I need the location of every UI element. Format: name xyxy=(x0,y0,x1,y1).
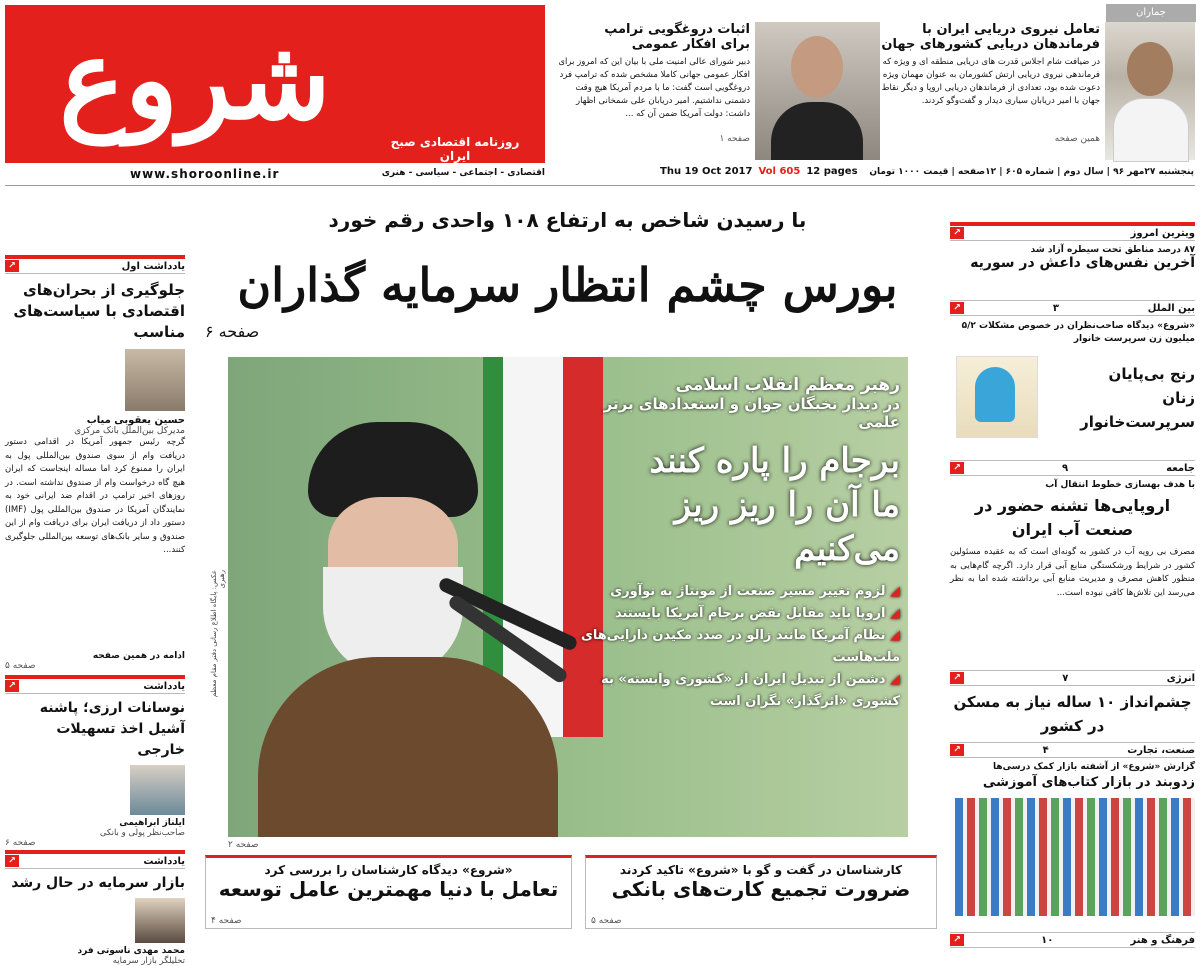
bookshelf-photo xyxy=(955,798,1195,916)
note2-page: صفحه ۶ xyxy=(5,838,36,848)
english-vol: Vol 605 xyxy=(758,166,801,177)
arrow-icon[interactable]: ↗ xyxy=(950,302,964,314)
main-title1: برجام را پاره کنند xyxy=(649,441,900,481)
vitrine-item[interactable] xyxy=(950,241,1195,300)
vitrine-section-bar xyxy=(950,300,1195,316)
top-story-navy-body: در ضیافت شام اجلاس قدرت های دریایی منطقه ای و ویژه که فرماندهی نیروی دریایی ارتش کشورمان به عنوان مهمان ویژه دعوت شده بود، تعدادی از فرماندهان دریایی اروپا و دیگر نقاط جهان با امیر دریابان سیاری دیدار و گفت‌وگو کردند. xyxy=(881,57,1100,106)
cartoon-woman-image xyxy=(956,356,1038,438)
vitrine-kicker: با هدف بهسازی خطوط انتقال آب xyxy=(1045,480,1195,490)
uniform-icon xyxy=(1113,98,1189,162)
bottom-left-kicker: «شروع» دیدگاه کارشناسان را بررسی کرد xyxy=(264,863,513,877)
note3-author: محمد مهدی ناسوتی فرد xyxy=(77,946,185,956)
main-bullet: ◢ لزوم تغییر مسیر صنعت از مونتاژ به نوآوری xyxy=(560,581,900,603)
editorial-title[interactable]: جلوگیری از بحران‌های اقتصادی با سیاست‌های مناسب xyxy=(13,281,185,341)
vitrine-section-bar xyxy=(950,460,1195,476)
bottom-right-page: صفحه ۵ xyxy=(591,916,622,926)
vitrine-page: ۳ xyxy=(1052,302,1059,314)
editorial-role: مدیرکل بین‌الملل بانک مرکزی xyxy=(74,426,185,436)
vitrine-title: چشم‌انداز ۱۰ ساله نیاز به مسکن در کشور xyxy=(953,693,1192,735)
main-bullet: ◢ نظام آمریکا مانند زالو در صدد مکیدن دارایی‌های ملت‌هاست xyxy=(560,625,900,669)
arrow-icon[interactable]: ↗ xyxy=(950,462,964,474)
main-bullet: ◢ دشمن از تبدیل ایران از «کشوری وابسته» به کشوری «اثرگذار» نگران است xyxy=(560,669,900,713)
top-story-navy-title1: تعامل نیروی دریایی ایران با xyxy=(922,22,1100,37)
masthead-logo-block xyxy=(5,5,545,163)
vitrine-kicker: «شروع» دیدگاه صاحب‌نظران در خصوص مشکلات ۵/۲ میلیون زن سرپرست خانوار xyxy=(961,321,1195,344)
vitrine-page: ۴ xyxy=(1042,744,1049,756)
english-pages: 12 pages xyxy=(806,166,858,177)
left-column xyxy=(5,255,185,966)
vitrine-section: صنعت، تجارت xyxy=(1127,744,1195,756)
photo-credit: عکس: پایگاه اطلاع رسانی دفتر مقام معظم رهبری xyxy=(210,570,226,698)
person-silhouette-icon xyxy=(1127,42,1173,96)
bottom-left-page: صفحه ۴ xyxy=(211,916,242,926)
vitrine-section-bar xyxy=(950,932,1195,948)
vitrine-section: انرژی xyxy=(1166,672,1195,684)
editorial-label: یادداشت اول xyxy=(121,260,185,272)
vitrine-section: فرهنگ و هنر xyxy=(1130,934,1195,946)
main-title2: ما آن را ریز ریز می‌کنیم xyxy=(674,485,900,569)
note3-label: یادداشت xyxy=(143,855,185,867)
vitrine-item[interactable] xyxy=(950,686,1195,742)
vitrine-kicker: گزارش «شروع» از آشفته بازار کمک درسی‌ها xyxy=(992,762,1195,772)
bottom-right-title: ضرورت تجمیع کارت‌های بانکی xyxy=(611,877,911,901)
top-story-trump-page: صفحه ۱ xyxy=(719,134,750,144)
vitrine-section: جامعه xyxy=(1166,462,1195,474)
headline-page: صفحه ۶ xyxy=(205,322,260,341)
top-story-trump[interactable] xyxy=(550,22,750,144)
photo-shamkhani xyxy=(755,22,880,160)
editorial-page: صفحه ۵ xyxy=(5,661,36,671)
arrow-icon[interactable]: ↗ xyxy=(5,260,19,272)
vitrine-section: بین الملل xyxy=(1147,302,1195,314)
editorial-author-photo xyxy=(125,349,185,411)
note3-role: تحلیلگر بازار سرمایه xyxy=(112,956,185,966)
main-story-text[interactable] xyxy=(560,375,900,713)
top-story-trump-title2: برای افکار عمومی xyxy=(631,37,750,52)
bottom-story-left[interactable] xyxy=(205,855,572,929)
arrow-icon[interactable]: ↗ xyxy=(5,680,19,692)
website-url[interactable]: www.shoroonline.ir xyxy=(130,167,280,181)
arrow-icon[interactable]: ↗ xyxy=(950,672,964,684)
watermark-logo: جماران xyxy=(1106,4,1196,22)
vitrine-item[interactable] xyxy=(950,316,1195,460)
main-kicker2: در دیدار نخبگان جوان و استعدادهای برتر علمی xyxy=(603,395,900,431)
vitrine-page: ۹ xyxy=(1062,462,1069,474)
vitrine-page: ۱۰ xyxy=(1041,934,1054,946)
bottom-right-kicker: کارشناسان در گفت و گو با «شروع» تاکید کردند xyxy=(619,863,903,877)
vitrine-page: ۷ xyxy=(1062,672,1069,684)
vitrine-title: آخرین نفس‌های داعش در سوریه xyxy=(970,255,1195,271)
vitrine-item[interactable] xyxy=(950,758,1195,932)
vitrine-title: رنج بی‌پایان زنان سرپرست‌خانوار xyxy=(1080,365,1195,431)
top-story-navy-page: همین صفحه xyxy=(1054,134,1100,144)
arrow-icon[interactable]: ↗ xyxy=(950,934,964,946)
person-silhouette-icon xyxy=(791,36,843,98)
main-bullet: ◢ اروپا باید مقابل نقض برجام آمریکا بایستند xyxy=(560,603,900,625)
bottom-story-right[interactable] xyxy=(585,855,937,929)
note2-author: ایلناز ابراهیمی xyxy=(119,818,185,828)
main-story-page: صفحه ۲ xyxy=(228,840,259,850)
right-column xyxy=(950,222,1195,946)
issue-info: پنجشنبه ۲۷مهر ۹۶ | سال دوم | شماره ۶۰۵ | ۱۲صفحه | قیمت ۱۰۰۰ تومان xyxy=(869,167,1194,177)
note2-label: یادداشت xyxy=(143,680,185,692)
editorial-header xyxy=(5,259,185,274)
bottom-left-title: تعامل با دنیا مهمترین عامل توسعه xyxy=(218,877,559,901)
cartoon-figure-icon xyxy=(975,367,1015,422)
arrow-icon[interactable]: ↗ xyxy=(950,744,964,756)
top-story-navy[interactable] xyxy=(880,22,1100,144)
masthead-subtitle: روزنامه اقتصادی صبح ایران xyxy=(390,135,520,163)
vitrine-item[interactable] xyxy=(950,476,1195,670)
headline-kicker: با رسیدن شاخص به ارتفاع ۱۰۸ واحدی رقم خورد xyxy=(328,208,807,232)
vitrine-section-bar xyxy=(950,670,1195,686)
top-story-trump-title1: اثبات دروغگویی ترامپ xyxy=(604,22,750,37)
section-list: اقتصادی - اجتماعی - سیاسی - هنری xyxy=(381,168,545,178)
note2-title[interactable]: نوسانات ارزی؛ پاشنه آشیل اخذ تسهیلات خارجی xyxy=(39,700,185,758)
photo-navy-commander xyxy=(1105,22,1195,160)
vitrine-title: زدوبند در بازار کتاب‌های آموزشی xyxy=(982,775,1195,790)
top-story-navy-title2: فرماندهان دریایی کشورهای جهان xyxy=(881,37,1100,52)
note3-title[interactable]: بازار سرمایه در حال رشد xyxy=(11,875,185,891)
arrow-icon[interactable]: ↗ xyxy=(5,855,19,867)
arrow-icon[interactable]: ↗ xyxy=(950,227,964,239)
masthead-divider xyxy=(5,185,1195,186)
vitrine-label: ویترین امروز xyxy=(1130,227,1195,239)
main-kicker1: رهبر معظم انقلاب اسلامی xyxy=(675,375,900,395)
masthead-logo: شروع xyxy=(59,15,331,144)
vitrine-title: اروپایی‌ها تشنه حضور در صنعت آب ایران xyxy=(974,496,1171,539)
editorial-continued[interactable]: ادامه در همین صفحه xyxy=(92,651,185,661)
vitrine-section-bar xyxy=(950,742,1195,758)
note2-role: صاحب‌نظر پولی و بانکی xyxy=(99,828,185,838)
headline-title[interactable]: بورس چشم انتظار سرمایه گذاران xyxy=(237,258,898,312)
editorial-author: حسین یعقوبی میاب xyxy=(86,415,185,426)
note2-author-photo xyxy=(130,765,185,815)
note3-author-photo xyxy=(135,898,185,943)
issue-info-english xyxy=(660,166,875,177)
english-date: Thu 19 Oct 2017 xyxy=(660,166,753,177)
vitrine-header xyxy=(950,226,1195,241)
note2-header xyxy=(5,679,185,694)
note3-header xyxy=(5,854,185,869)
vitrine-body: مصرف بی رویه آب در کشور به گونه‌ای است که به عقیده مسئولین کشور در شرایط ورشکستگی منابع آبی قرار دارد. اگرچه گام‌هایی به منظور کاهش مصرف و مدیریت منابع آبی برداشته شده اما به نظر می‌رسد این تلاش‌ها کافی نبوده است... xyxy=(950,547,1195,598)
leader-robe-icon xyxy=(258,657,558,837)
top-story-trump-body: دبیر شورای عالی امنیت ملی با بیان این که امروز برای افکار عمومی جهانی کاملا مشخص شده که ترامپ فرد دروغگویی است گفت: ما با مردم آمریکا هیچ وقت دشمنی نداشتیم. امیر دریابان علی شمخانی اظهار داشت: دولت آمریکا ضمن آن که ... xyxy=(558,57,750,119)
vitrine-kicker: ۸۷ درصد مناطق تحت سیطره آزاد شد xyxy=(1030,245,1195,255)
editorial-body: گرچه رئیس جمهور آمریکا در اقدامی دستور دریافت وام از سوی صندوق بین‌المللی پول به ایران را ممنوع کرد اما مساله اینجاست که ایران هیچ گاه درخواست وام از صندوق نداشته است. در روزهای اخیر ترامپ در اقدام ضد ایرانی خود به نمایندگان آمریکا در صندوق بین‌المللی پول (IMF) دستور داد از دریافت ایران برای دریافت وام از این صندوق و سایر بانک‌های توسعه بین‌المللی جلوگیری کنند... xyxy=(5,437,185,555)
suit-icon xyxy=(771,102,863,160)
